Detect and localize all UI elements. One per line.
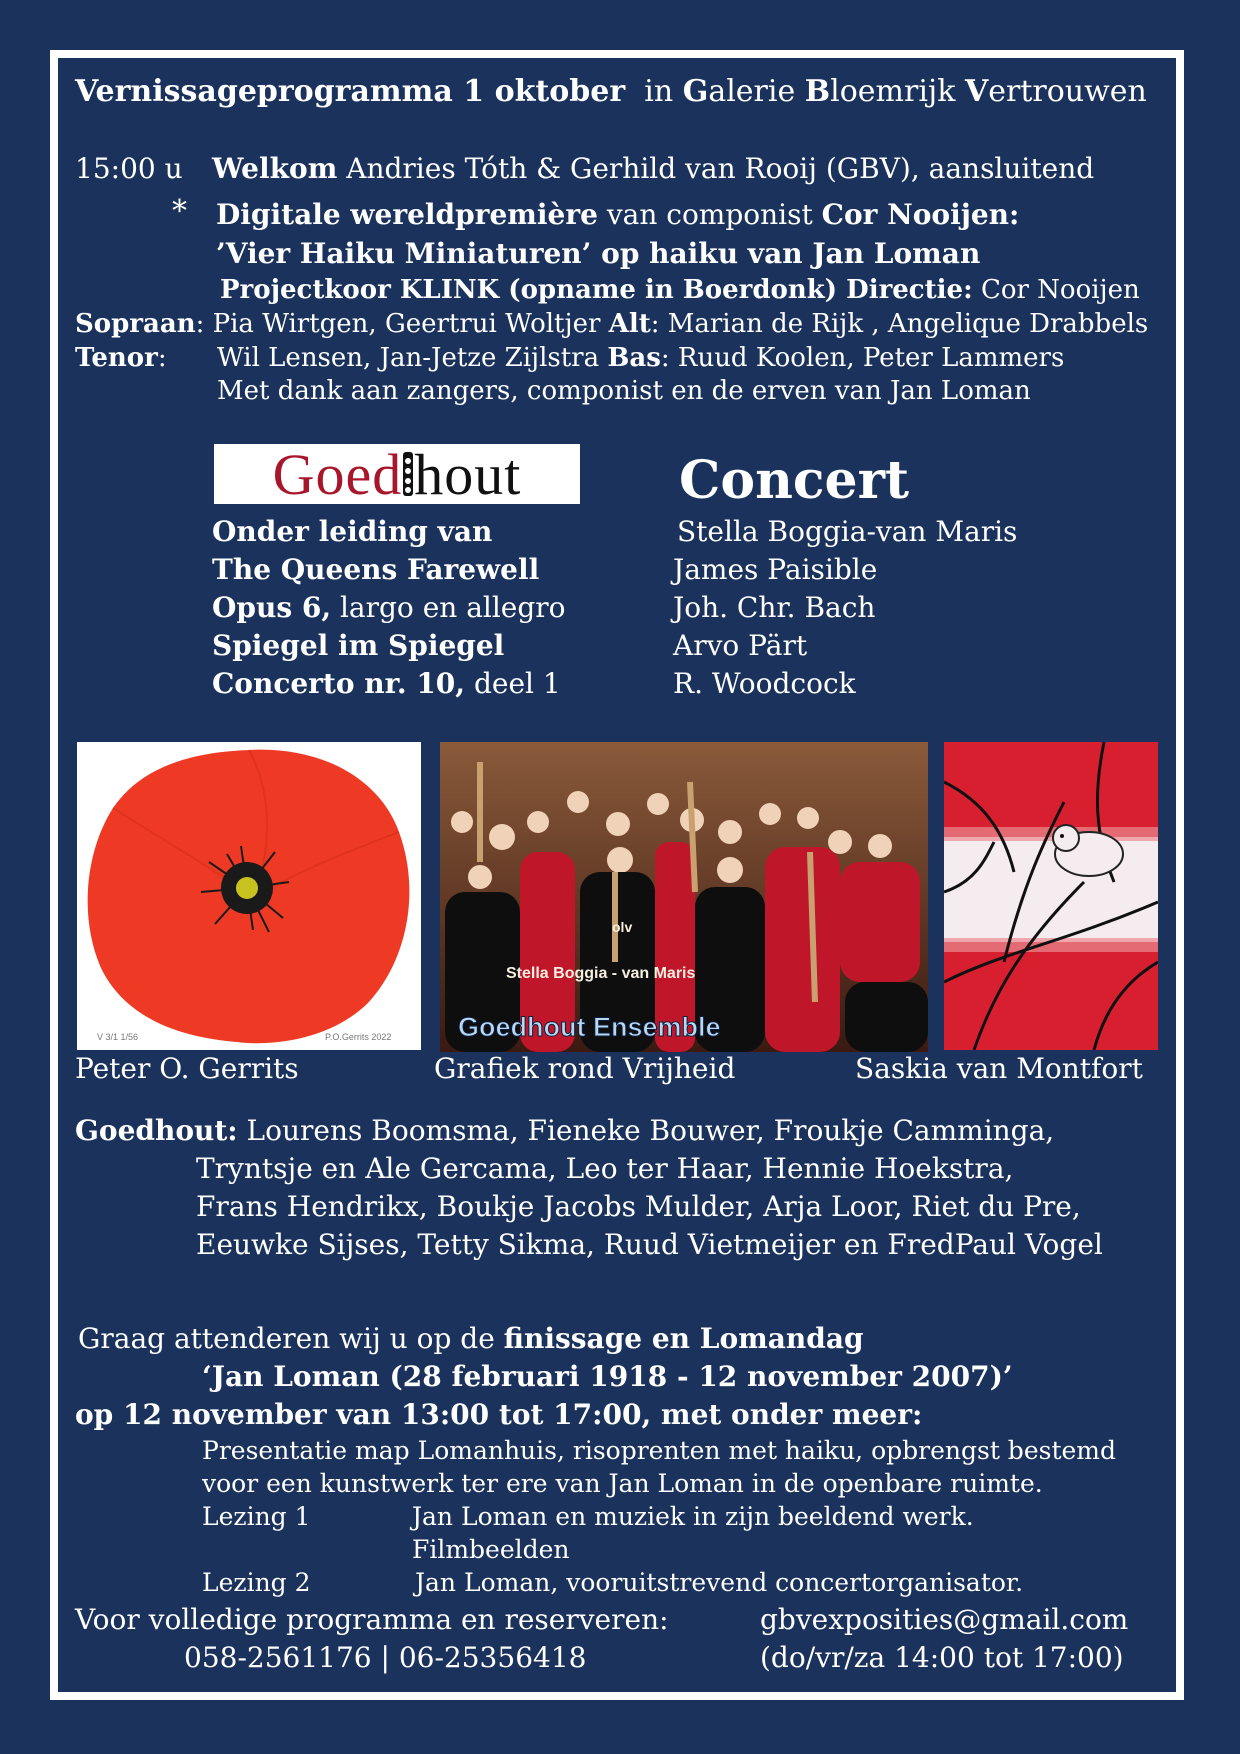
lezing-2-text: Jan Loman, vooruitstrevend concertorganisator.: [415, 1568, 1024, 1597]
caption-center: Grafiek rond Vrijheid: [434, 1052, 736, 1085]
contact-label: Voor volledige programma en reserveren:: [75, 1603, 669, 1636]
contact-hours: (do/vr/za 14:00 tot 17:00): [760, 1641, 1124, 1674]
caption-left: Peter O. Gerrits: [75, 1052, 299, 1085]
program-composer: James Paisible: [673, 553, 878, 586]
sopraan-line: Sopraan: Pia Wirtgen, Geertrui Woltjer Alt: Marian de Rijk , Angelique Drabbels: [75, 309, 1149, 339]
page-title: [75, 74, 1147, 109]
finissage-desc-1: Presentatie map Lomanhuis, risoprenten met haiku, opbrengst bestemd: [202, 1436, 1116, 1465]
ensemble-name-text: Goedhout Ensemble: [458, 1012, 721, 1042]
finissage-intro: Graag attenderen wij u op de finissage en Lomandag: [78, 1322, 864, 1355]
recorder-icon: [403, 452, 413, 496]
contact-phones: 058-2561176 | 06-25356418: [184, 1641, 587, 1674]
caption-right: Saskia van Montfort: [855, 1052, 1143, 1085]
thanks-line: Met dank aan zangers, componist en de erven van Jan Loman: [217, 376, 1031, 406]
venue: in Galerie Bloemrijk Vertrouwen: [644, 74, 1147, 109]
program-row: Spiegel im Spiegel: [212, 629, 505, 662]
lezing-1-text: Jan Loman en muziek in zijn beeldend werk.: [412, 1502, 974, 1531]
contact-email-link[interactable]: gbvexposities@gmail.com: [760, 1603, 1129, 1636]
program-composer: Stella Boggia-van Maris: [677, 515, 1018, 548]
choir-line: Projectkoor KLINK (opname in Boerdonk) Directie: Cor Nooijen: [220, 275, 1140, 305]
lezing-1-label: Lezing 1: [202, 1502, 311, 1531]
finissage-title: ‘Jan Loman (28 februari 1918 - 12 november 2007)’: [202, 1360, 1013, 1393]
poppy-signature: V 3/1 1/56: [97, 1032, 139, 1042]
concert-heading: Concert: [679, 450, 910, 511]
bullet-asterisk: *: [172, 194, 187, 229]
bird-artwork-image: [944, 742, 1158, 1050]
welcome-time: 15:00 u: [75, 152, 183, 185]
ensemble-conductor-text: Stella Boggia - van Maris: [506, 965, 696, 982]
program-row: Opus 6, largo en allegro: [212, 591, 566, 624]
welcome-line: Welkom Andries Tóth & Gerhild van Rooij (GBV), aansluitend: [212, 152, 1095, 185]
members-line-4: Eeuwke Sijses, Tetty Sikma, Ruud Vietmeijer en FredPaul Vogel: [196, 1228, 1103, 1261]
program-composer: Joh. Chr. Bach: [673, 591, 876, 624]
program-row: The Queens Farewell: [212, 553, 540, 586]
ensemble-photo: [440, 742, 928, 1052]
members-line-1: Goedhout: Lourens Boomsma, Fieneke Bouwer, Froukje Camminga,: [75, 1114, 1055, 1147]
premiere-work: ’Vier Haiku Miniaturen’ op haiku van Jan Loman: [216, 237, 981, 270]
poppy-artwork-image: [77, 742, 421, 1050]
members-line-3: Frans Hendrikx, Boukje Jacobs Mulder, Arja Loor, Riet du Pre,: [196, 1190, 1081, 1223]
lezing-1-sub: Filmbeelden: [412, 1535, 570, 1564]
finissage-desc-2: voor een kunstwerk ter ere van Jan Loman in de openbare ruimte.: [202, 1469, 1043, 1498]
members-line-2: Tryntsje en Ale Gercama, Leo ter Haar, Hennie Hoekstra,: [196, 1152, 1014, 1185]
finissage-date: op 12 november van 13:00 tot 17:00, met onder meer:: [75, 1398, 923, 1431]
lezing-2-label: Lezing 2: [202, 1568, 311, 1597]
program-composer: Arvo Pärt: [673, 629, 808, 662]
goedhout-logo: Goed hout: [214, 444, 580, 504]
poppy-artist-signature: P.O.Gerrits 2022: [325, 1032, 392, 1042]
premiere-line: Digitale wereldpremière van componist Cor Nooijen:: [216, 198, 1020, 231]
ensemble-olv-text: olv: [612, 919, 633, 935]
tenor-label: Tenor:: [75, 343, 167, 373]
program-row: Concerto nr. 10, deel 1: [212, 667, 561, 700]
tenor-line: Wil Lensen, Jan-Jetze Zijlstra Bas: Ruud Koolen, Peter Lammers: [217, 343, 1065, 373]
program-composer: R. Woodcock: [673, 667, 856, 700]
program-row: Onder leiding van: [212, 515, 493, 548]
title-text: Vernissageprogramma 1 oktober: [75, 74, 626, 109]
